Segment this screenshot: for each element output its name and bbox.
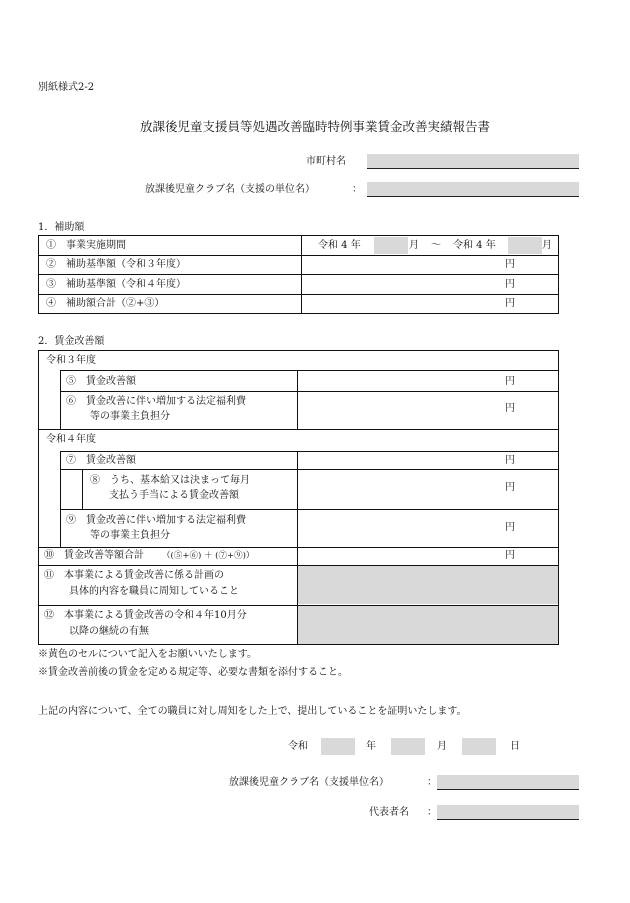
club-name-colon: ：	[352, 184, 362, 195]
note-1: ※黄色のセルについて記入をお願いいたします。	[38, 649, 257, 660]
sig-rep-underline	[437, 819, 579, 820]
period-start-month-input[interactable]	[374, 237, 408, 254]
row6-label-1: ⑥ 賃金改善に伴い増加する法定福利費	[66, 396, 246, 407]
row3-label: ③ 補助基準額（令和４年度）	[46, 279, 186, 290]
row12-label-2: 以降の継続の有無	[69, 626, 149, 637]
r4-indent-line	[60, 451, 61, 547]
row11-divider	[297, 565, 298, 605]
wage-row-line	[60, 469, 559, 470]
row7-unit: 円	[505, 455, 515, 466]
page-title: 放課後児童支援員等処遇改善臨時特例事業賃金改善実績報告書	[139, 119, 490, 134]
row6-unit: 円	[505, 403, 515, 414]
row5-unit: 円	[505, 376, 515, 387]
sig-club-underline	[437, 789, 579, 790]
wage-row-line	[38, 547, 559, 548]
club-name-label: 放課後児童クラブ名（支援の単位名）	[145, 184, 315, 195]
row8-indent-line	[82, 469, 83, 509]
row10-label: ⑩ 賃金改善等額合計	[44, 550, 144, 561]
wage-row-line	[38, 429, 559, 430]
row8-unit: 円	[505, 482, 515, 493]
row9-label-1: ⑨ 賃金改善に伴い増加する法定福利費	[66, 515, 246, 526]
row2-label: ② 補助基準額（令和３年度）	[46, 259, 186, 270]
row11-label-1: ⑪ 本事業による賃金改善に係る計画の	[44, 570, 224, 581]
row8-label-1: ⑧ うち、基本給又は決まって毎月	[90, 475, 250, 486]
wage-row-line	[60, 370, 559, 371]
declaration: 上記の内容について、全ての職員に対し周知をした上で、提出していることを証明いたします。	[38, 706, 467, 717]
row12-label-1: ⑫ 本事業による賃金改善の令和４年10月分	[44, 610, 247, 621]
row7-label: ⑦ 賃金改善額	[66, 455, 136, 466]
sig-club-input[interactable]	[437, 775, 579, 789]
wage-row-line	[60, 509, 559, 510]
row12-input[interactable]	[298, 606, 558, 644]
row8-label-2: 支払う手当による賃金改善額	[109, 490, 239, 501]
sig-club-label: 放課後児童クラブ名（支援単位名）	[229, 777, 389, 788]
date-year-input[interactable]	[321, 738, 355, 755]
club-name-underline	[367, 196, 579, 197]
date-day: 日	[510, 741, 520, 752]
period-tilde: ～	[431, 240, 441, 251]
municipality-label: 市町村名	[306, 156, 346, 167]
subsidy-row-line	[38, 294, 559, 295]
period-month-end: 月	[542, 240, 552, 251]
period-month-start: 月	[409, 240, 419, 251]
wage-row-line	[60, 391, 559, 392]
row1-label: ① 事業実施期間	[46, 240, 126, 251]
row10-divider	[297, 547, 298, 565]
sig-rep-colon: ：	[427, 807, 437, 818]
row9-label-2: 等の事業主負担分	[90, 530, 170, 541]
row10-formula: （(⑤+⑥) ＋ (⑦+⑨)）	[162, 551, 255, 561]
period-era-start: 令和 4 年	[318, 240, 361, 251]
date-month-input[interactable]	[391, 738, 425, 755]
row10-unit: 円	[505, 550, 515, 561]
row4-unit: 円	[505, 298, 515, 309]
sig-club-colon: ：	[427, 777, 437, 788]
section2-heading: 2．賃金改善額	[38, 336, 105, 347]
row11-input[interactable]	[298, 566, 558, 604]
row11-label-2: 具体的内容を職員に周知していること	[69, 586, 239, 597]
date-era: 令和	[288, 741, 308, 752]
row4-label: ④ 補助額合計（②+③）	[46, 298, 165, 309]
r4-divider	[297, 451, 298, 547]
row5-label: ⑤ 賃金改善額	[66, 376, 136, 387]
section1-heading: 1．補助額	[38, 222, 85, 233]
period-era-end: 令和 4 年	[453, 240, 496, 251]
date-month: 月	[437, 741, 447, 752]
municipality-input[interactable]	[367, 154, 579, 168]
row9-unit: 円	[505, 522, 515, 533]
club-name-input[interactable]	[367, 182, 579, 196]
r4-heading: 令和４年度	[46, 434, 96, 445]
form-number: 別紙様式2-2	[38, 82, 95, 93]
wage-row-line	[60, 451, 559, 452]
sig-rep-label: 代表者名	[369, 807, 409, 818]
r3-heading: 令和３年度	[46, 355, 96, 366]
subsidy-row-line	[38, 255, 559, 256]
period-end-month-input[interactable]	[508, 237, 542, 254]
row3-unit: 円	[505, 279, 515, 290]
note-2: ※賃金改善前後の賃金を定める規定等、必要な書類を添付すること。	[38, 667, 348, 678]
row2-unit: 円	[505, 259, 515, 270]
date-year: 年	[366, 741, 376, 752]
row6-label-2: 等の事業主負担分	[90, 411, 170, 422]
subsidy-row-line	[38, 274, 559, 275]
row12-divider	[297, 605, 298, 645]
r3-indent-line	[60, 370, 61, 429]
municipality-underline	[367, 168, 579, 169]
sig-rep-input[interactable]	[437, 805, 579, 819]
r3-divider	[297, 370, 298, 429]
date-day-input[interactable]	[462, 738, 496, 755]
